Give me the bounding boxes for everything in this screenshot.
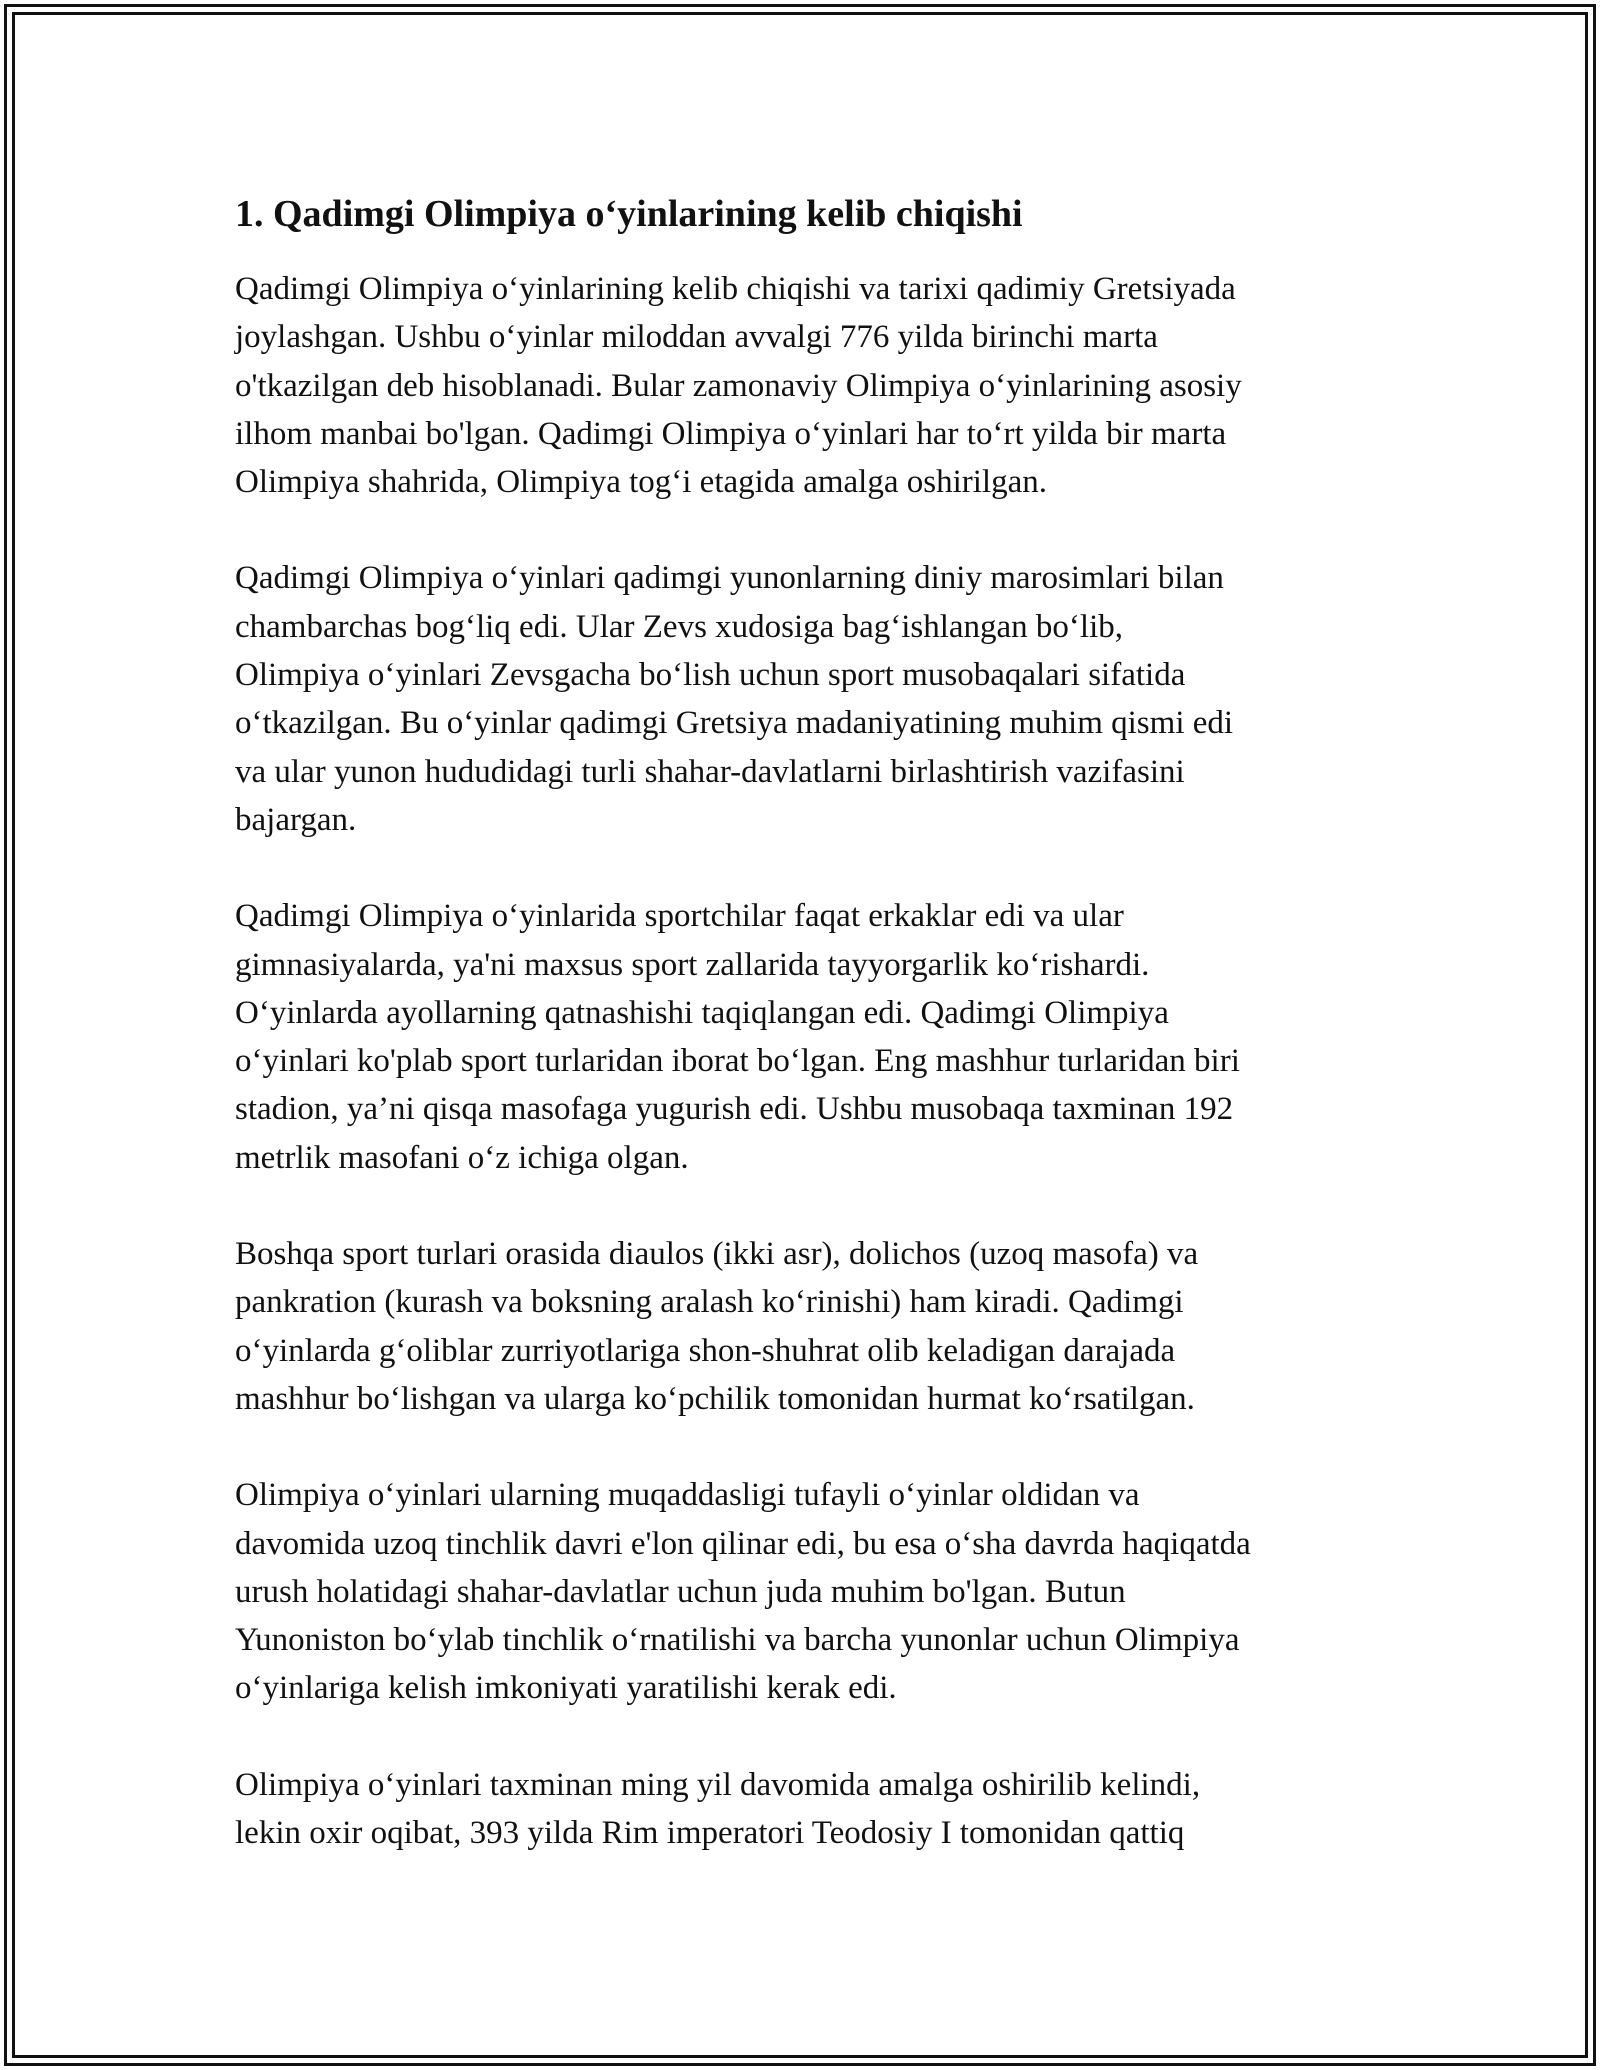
text-line: O‘yinlarda ayollarning qatnashishi taqiqlangan edi. Qadimgi Olimpiya bbox=[235, 994, 1169, 1031]
text-line: Boshqa sport turlari orasida diaulos (ikki asr), dolichos (uzoq masofa) va bbox=[235, 1236, 1199, 1273]
text-line: urush holatidagi shahar-davlatlar uchun juda muhim bo'lgan. Butun bbox=[235, 1573, 1126, 1610]
paragraph-end bbox=[235, 1761, 1375, 1858]
text-line: o‘tkazilgan. Bu o‘yinlar qadimgi Gretsiya madaniyatining muhim qismi edi bbox=[235, 705, 1234, 742]
paragraph-origin bbox=[235, 265, 1375, 506]
document-body bbox=[235, 190, 1375, 1905]
text-line: davomida uzoq tinchlik davri e'lon qilinar edi, bu esa o‘sha davrda haqiqatda bbox=[235, 1525, 1251, 1562]
text-line: joylashgan. Ushbu o‘yinlar miloddan avvalgi 776 yilda birinchi marta bbox=[235, 319, 1158, 356]
text-line: ilhom manbai bo'lgan. Qadimgi Olimpiya o‘yinlari har to‘rt yilda bir marta bbox=[235, 415, 1227, 452]
paragraph-peace bbox=[235, 1471, 1375, 1712]
text-line: va ular yunon hududidagi turli shahar-davlatlarni birlashtirish vazifasini bbox=[235, 753, 1185, 790]
text-line: Qadimgi Olimpiya o‘yinlarida sportchilar faqat erkaklar edi va ular bbox=[235, 898, 1124, 935]
paragraph-sports bbox=[235, 1230, 1375, 1423]
text-line: gimnasiyalarda, ya'ni maxsus sport zallarida tayyorgarlik ko‘rishardi. bbox=[235, 946, 1150, 983]
text-line: o‘yinlari ko'plab sport turlaridan iborat bo‘lgan. Eng mashhur turlaridan biri bbox=[235, 1043, 1240, 1080]
text-line: mashhur bo‘lishgan va ularga ko‘pchilik tomonidan hurmat ko‘rsatilgan. bbox=[235, 1380, 1195, 1417]
text-line: o‘yinlariga kelish imkoniyati yaratilishi kerak edi. bbox=[235, 1670, 897, 1707]
text-line: Qadimgi Olimpiya o‘yinlari qadimgi yunonlarning diniy marosimlari bilan bbox=[235, 560, 1224, 597]
paragraph-religion bbox=[235, 554, 1375, 844]
text-line: pankration (kurash va boksning aralash ko‘rinishi) ham kiradi. Qadimgi bbox=[235, 1284, 1184, 1321]
text-line: stadion, ya’ni qisqa masofaga yugurish edi. Ushbu musobaqa taxminan 192 bbox=[235, 1091, 1234, 1128]
text-line: Olimpiya o‘yinlari ularning muqaddasligi tufayli o‘yinlar oldidan va bbox=[235, 1477, 1140, 1514]
text-line: o'tkazilgan deb hisoblanadi. Bular zamonaviy Olimpiya o‘yinlarining asosiy bbox=[235, 367, 1242, 404]
paragraph-athletes bbox=[235, 892, 1375, 1182]
text-line: Olimpiya shahrida, Olimpiya tog‘i etagida amalga oshirilgan. bbox=[235, 464, 1047, 501]
section-heading: 1. Qadimgi Olimpiya o‘yinlarining kelib chiqishi bbox=[235, 193, 1023, 235]
text-line: bajargan. bbox=[235, 801, 357, 838]
text-line: metrlik masofani o‘z ichiga olgan. bbox=[235, 1139, 689, 1176]
text-line: o‘yinlarda g‘oliblar zurriyotlariga shon-shuhrat olib keladigan darajada bbox=[235, 1332, 1176, 1369]
text-line: Yunoniston bo‘ylab tinchlik o‘rnatilishi va barcha yunonlar uchun Olimpiya bbox=[235, 1622, 1240, 1659]
text-line: Olimpiya o‘yinlari taxminan ming yil davomida amalga oshirilib kelindi, bbox=[235, 1766, 1201, 1803]
text-line: lekin oxir oqibat, 393 yilda Rim imperatori Teodosiy I tomonidan qattiq bbox=[235, 1815, 1185, 1852]
text-line: Qadimgi Olimpiya o‘yinlarining kelib chiqishi va tarixi qadimiy Gretsiyada bbox=[235, 271, 1236, 307]
text-line: chambarchas bog‘liq edi. Ular Zevs xudosiga bag‘ishlangan bo‘lib, bbox=[235, 608, 1124, 645]
text-line: Olimpiya o‘yinlari Zevsgacha bo‘lish uchun sport musobaqalari sifatida bbox=[235, 657, 1186, 694]
